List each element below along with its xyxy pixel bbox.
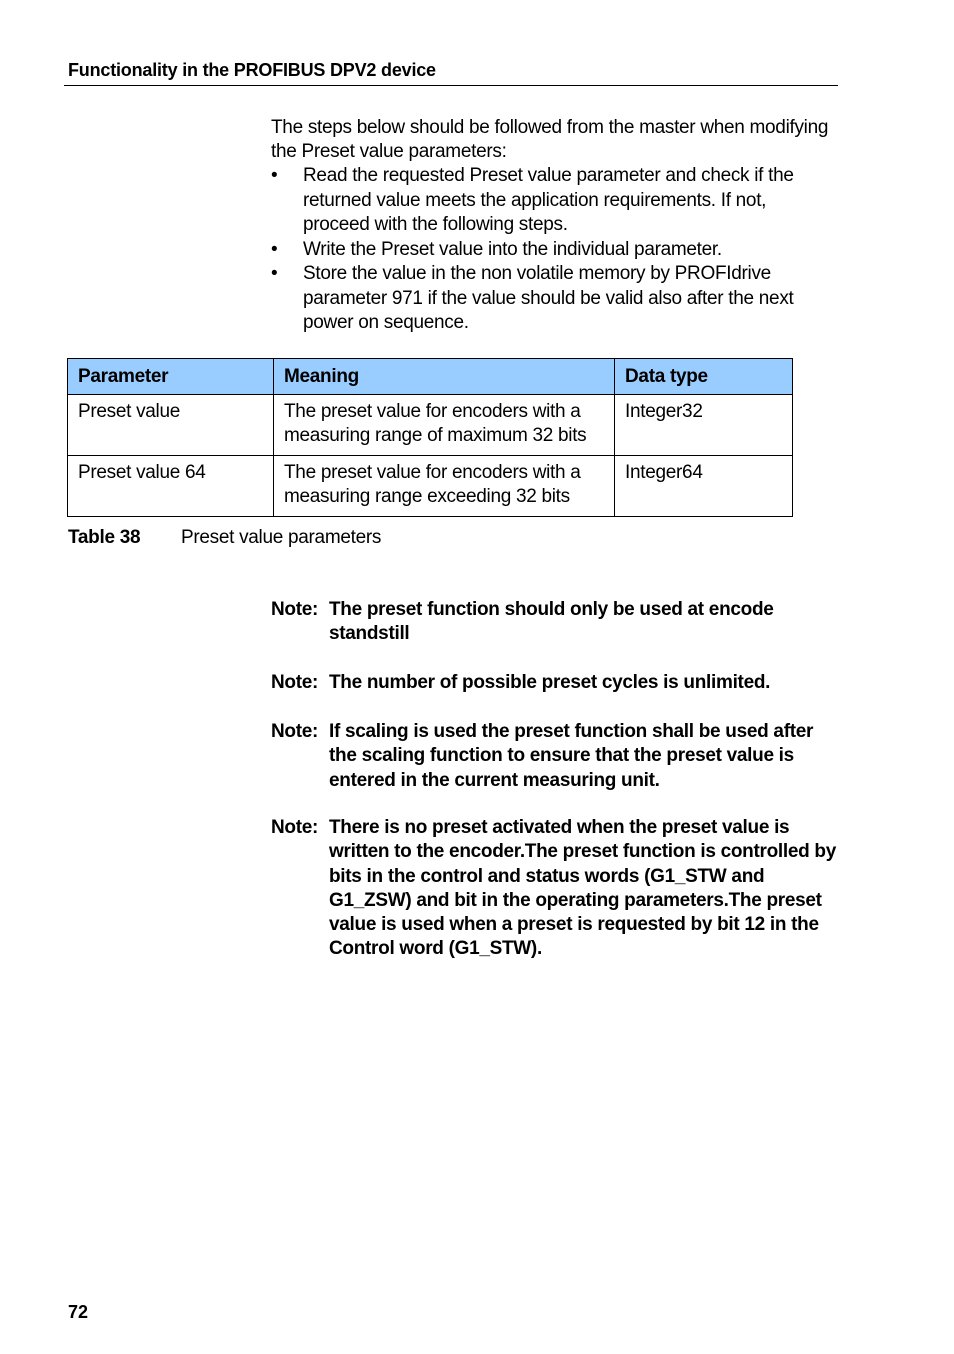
- note-label: Note:: [271, 672, 319, 693]
- step-text: Store the value in the non volatile memory by PROFIdrive parameter 971 if the value should be valid also after the next power on sequence.: [303, 263, 794, 333]
- cell-meaning: The preset value for encoders with a measuring range of maximum 32 bits: [274, 395, 615, 456]
- step-text: Write the Preset value into the individual parameter.: [303, 238, 722, 260]
- bullet-icon: •: [271, 263, 278, 284]
- column-header-parameter: Parameter: [68, 359, 274, 395]
- list-item: [271, 262, 831, 336]
- note-block: [271, 720, 837, 793]
- preset-parameters-table: [67, 358, 793, 517]
- cell-meaning: The preset value for encoders with a measuring range exceeding 32 bits: [274, 456, 615, 517]
- cell-parameter: Preset value: [68, 395, 274, 456]
- table-caption-label: Table 38: [68, 527, 141, 548]
- list-item: [271, 238, 831, 263]
- note-text: There is no preset activated when the preset value is written to the encoder.The preset function is controlled by bits in the control and status words (G1_STW and G1_ZSW) and bit in the operating parameters.The preset value is used when a preset is requested by bit 12 in the Control word (G1_STW).: [329, 817, 836, 960]
- step-text: Read the requested Preset value parameter and check if the returned value meets the application requirements. If not, proceed with the following steps.: [303, 165, 794, 235]
- table-row: [68, 395, 793, 456]
- intro-paragraph: The steps below should be followed from the master when modifying the Preset value parameters:: [271, 117, 829, 162]
- list-item: [271, 164, 831, 238]
- cell-data-type: Integer32: [615, 395, 793, 456]
- note-block: [271, 816, 837, 962]
- note-text: The preset function should only be used at encode standstill: [329, 599, 774, 645]
- steps-list: [271, 164, 831, 336]
- note-label: Note:: [271, 817, 319, 838]
- note-text: If scaling is used the preset function shall be used after the scaling function to ensure that the preset value is entered in the current measuring unit.: [329, 721, 814, 791]
- page-number: 72: [68, 1302, 89, 1322]
- table-caption-text: Preset value parameters: [181, 527, 382, 548]
- cell-parameter: Preset value 64: [68, 456, 274, 517]
- bullet-icon: •: [271, 165, 278, 186]
- table-header-row: [68, 359, 793, 395]
- bullet-icon: •: [271, 238, 278, 260]
- header-divider: [64, 85, 838, 86]
- page-header-title: Functionality in the PROFIBUS DPV2 device: [68, 60, 436, 80]
- note-label: Note:: [271, 721, 319, 742]
- note-block: [271, 598, 837, 647]
- note-label: Note:: [271, 599, 319, 620]
- cell-data-type: Integer64: [615, 456, 793, 517]
- table-row: [68, 456, 793, 517]
- column-header-data-type: Data type: [615, 359, 793, 395]
- column-header-meaning: Meaning: [274, 359, 615, 395]
- note-text: The number of possible preset cycles is unlimited.: [329, 672, 771, 693]
- note-block: [271, 671, 837, 695]
